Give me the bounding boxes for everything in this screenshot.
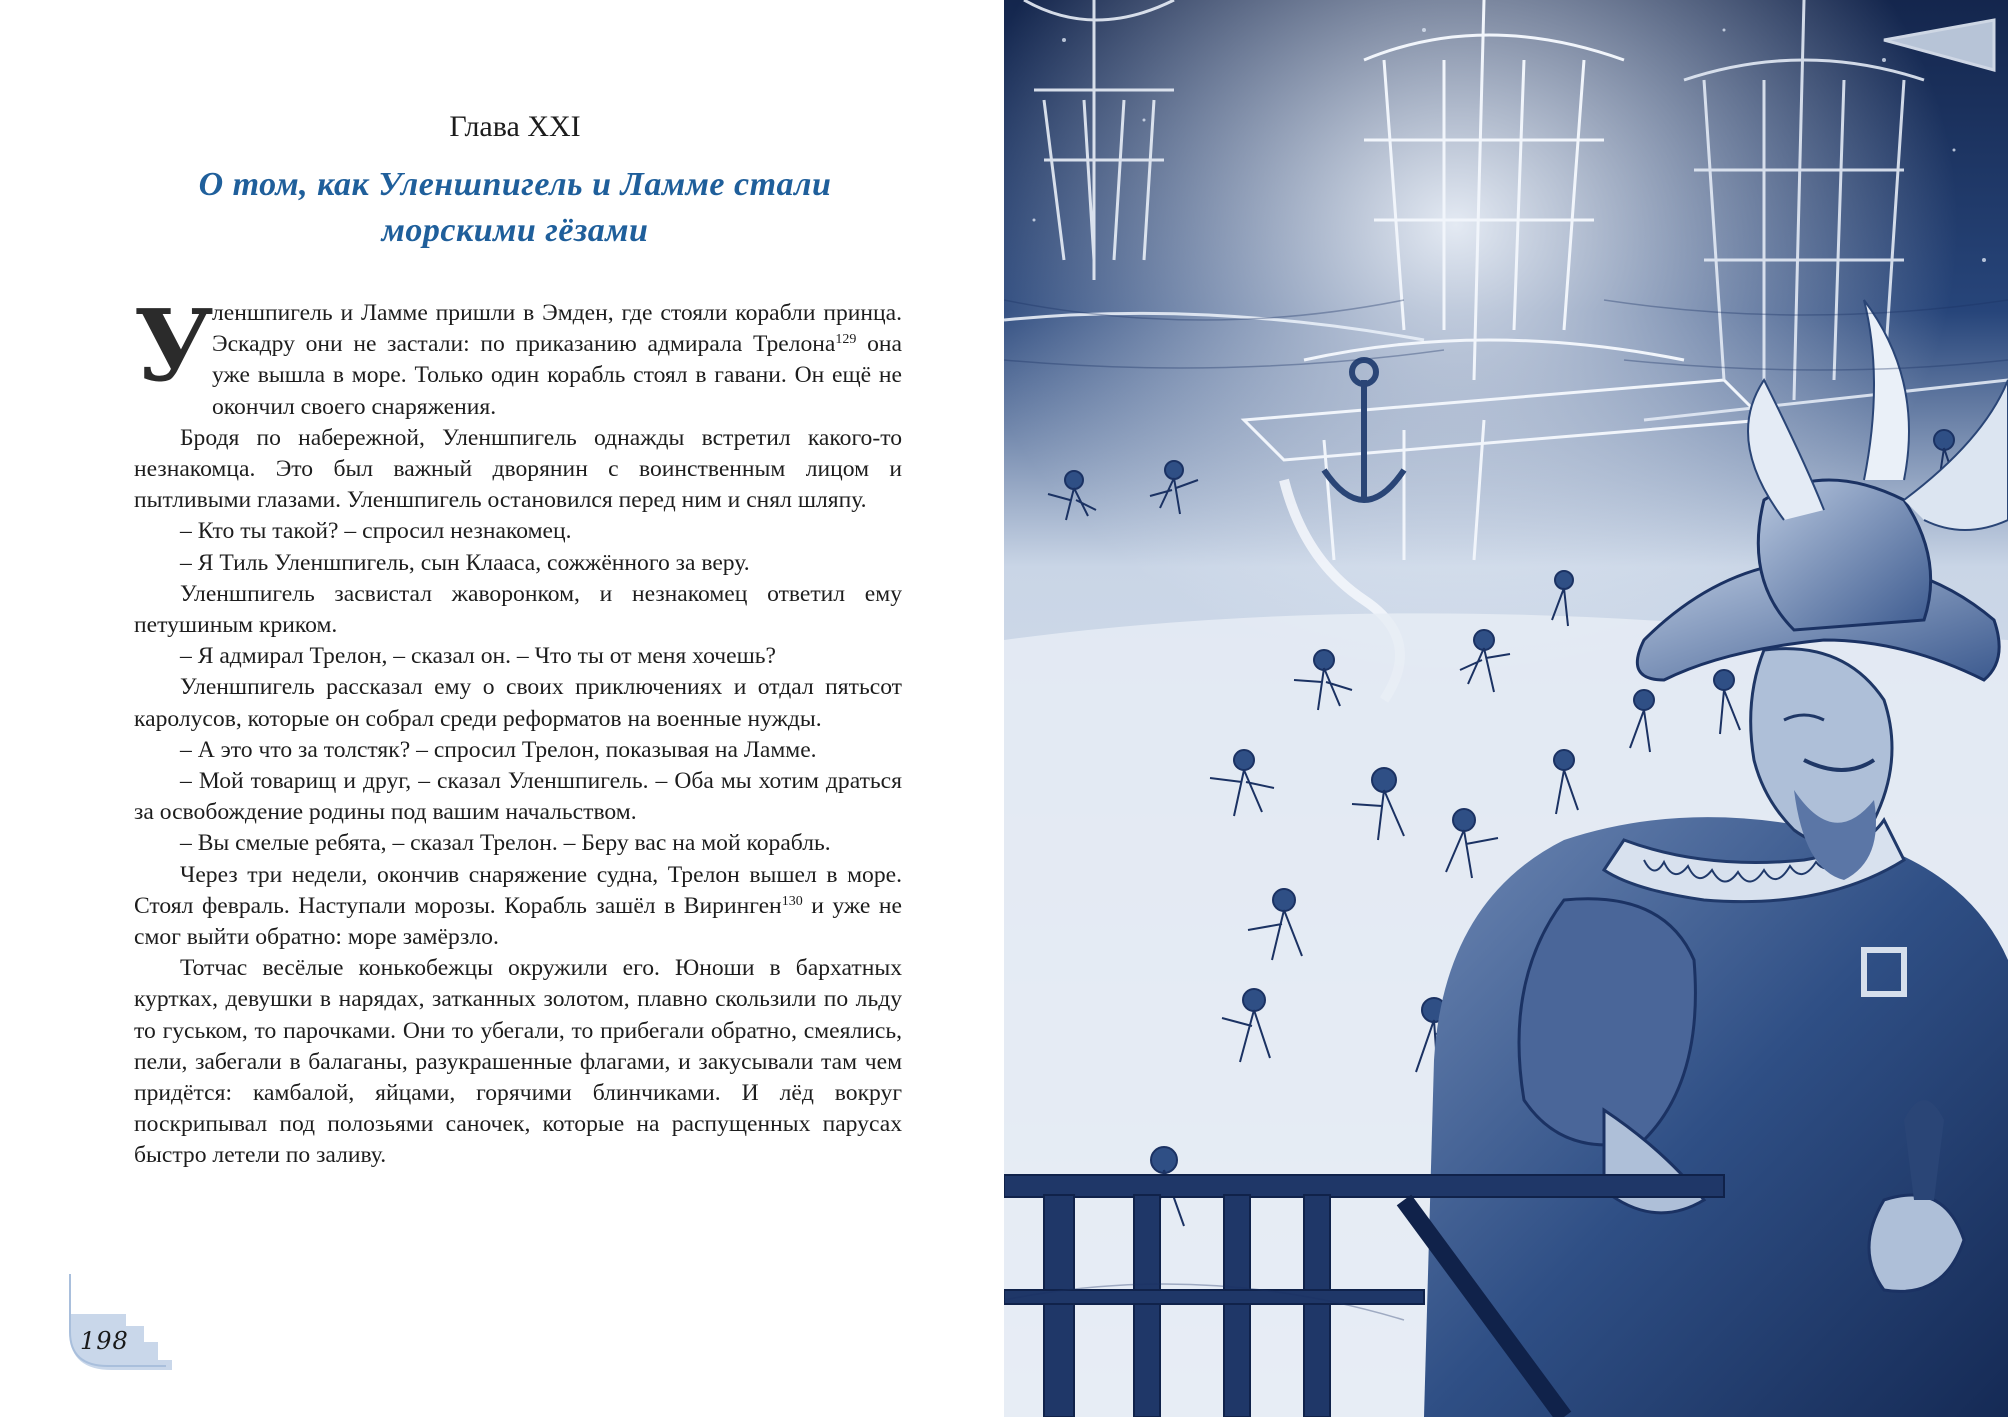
paragraph-2: Бродя по набережной, Уленшпигель однажды встретил какого-то незнакомца. Это был важный дворянин с воинственным лицом и пытливыми глазами. Уленшпигель остановился перед ним и снял шляпу. — [134, 424, 902, 514]
paragraph-8: – А это что за толстяк? – спросил Трелон, показывая на Ламме. — [180, 736, 817, 763]
paragraph-4: – Я Тиль Уленшпигель, сын Клааса, сожжённого за веру. — [180, 549, 750, 576]
paragraph-7: Уленшпигель рассказал ему о своих приключениях и отдал пятьсот каролусов, которые он собрал среди реформатов на военные нужды. — [134, 674, 902, 732]
page-corner-ornament — [66, 1274, 172, 1374]
chapter-title — [150, 162, 880, 254]
paragraph-1 — [134, 289, 903, 423]
chapter-title-line-2: морскими гёзами — [381, 212, 649, 249]
paragraph-12: Тотчас весёлые конькобежцы окружили его. Юноши в бархатных куртках, девушки в нарядах, затканных золотом, плавно скользили по льду то гуськом, то парочками. Они то убегали, то прибегали обратно, смеялись, пели, забегали в балаганы, разукрашенные флагами, и закусывали там чем придётся: камбалой, яйцами, горячими блинчиками. И лёд вокруг поскрипывал под полозьями саночек, которые на распущенных парусах быстро летели по заливу. — [134, 955, 902, 1169]
paragraph-1-text-a: леншпигель и Ламме пришли в Эмден, где стояли корабли принца. Эскадру они не застали: по приказанию адмирала Трелона — [212, 300, 902, 358]
chapter-title-line-1: О том, как Уленшпигель и Ламме стали — [198, 166, 832, 203]
paragraph-3: – Кто ты такой? – спросил незнакомец. — [180, 518, 572, 545]
right-page — [1004, 0, 2008, 1417]
paragraph-5: Уленшпигель засвистал жаворонком, и незнакомец ответил ему петушиным криком. — [134, 580, 902, 639]
footnote-ref-129: 129 — [835, 332, 857, 348]
illustration-admiral-and-skaters — [1004, 0, 2008, 1417]
paragraph-10: – Вы смелые ребята, – сказал Трелон. – Беру вас на мой корабль. — [180, 830, 831, 857]
paragraph-11-text-b: и уже не смог выйти обратно: море замёрзло. — [134, 892, 902, 951]
paragraph-11-text-a: Через три недели, окончив снаряжение судна, Трелон вышел в море. Стоял февраль. Наступали морозы. Корабль зашёл в Виринген — [134, 861, 902, 919]
footnote-ref-130: 130 — [781, 893, 803, 909]
paragraph-6: – Я адмирал Трелон, – сказал он. – Что ты от меня хочешь? — [180, 643, 777, 670]
chapter-number: Глава XXI — [449, 110, 581, 143]
paragraph-9: – Мой товарищ и друг, – сказал Уленшпигель. – Оба мы хотим драться за освобождение родины под вашим начальством. — [134, 768, 902, 826]
paragraph-1-text-b: она уже вышла в море. Только один корабль стоял в гавани. Он ещё не окончил своего снаряжения. — [212, 331, 903, 420]
paragraph-11 — [134, 860, 902, 954]
body-text — [134, 289, 903, 1172]
drop-cap: У — [134, 289, 214, 404]
page-number: 198 — [80, 1327, 129, 1355]
